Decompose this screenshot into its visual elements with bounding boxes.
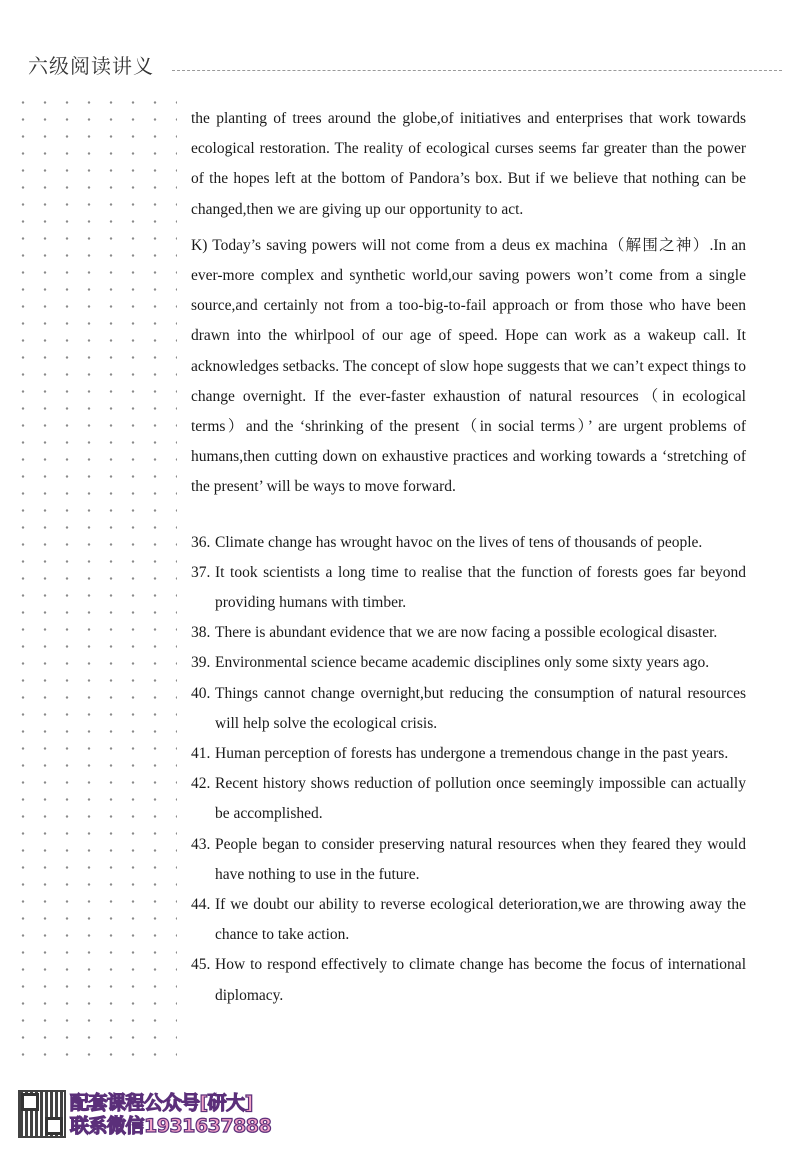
question-item [191,558,746,618]
question-number: 37. [191,563,211,581]
question-item [191,648,746,678]
question-number: 42. [191,775,211,793]
question-item [191,618,746,648]
question-item [191,830,746,890]
passage-paragraph-k: K) Today’s saving powers will not come from a deus ex machina（解围之神）.In an ever-more complex and synthetic world,our saving powers won’t come from a single source,and certainly not from a too-big-to-fail approach or from those who have been drawn into the whirlpool of our age of speed. Hope can work as a wakeup call. It acknowledges setbacks. The concept of slow hope suggests that we can’t expect things to change overnight. If the ever-faster exhaustion of natural resources（in ecological terms）and the ‘shrinking of the present（in social terms）’ are urgent problems of humans,then cutting down on exhaustive practices and working towards a ‘stretching of the present’ will be ways to move forward. [191,236,746,496]
question-text: Environmental science became academic disciplines only some sixty years ago. [215,654,710,672]
question-text: Things cannot change overnight,but reducing the consumption of natural resources will help solve the ecological crisis. [215,684,746,732]
question-number: 44. [191,896,211,914]
question-number: 41. [191,745,211,763]
question-text: Recent history shows reduction of pollution once seemingly impossible can actually be accomplished. [215,775,746,823]
question-item [191,769,746,829]
qr-code-icon [20,1092,64,1136]
dot-grid-margin [12,94,177,1070]
question-number: 43. [191,835,211,853]
question-item [191,950,746,1010]
question-number: 38. [191,624,211,642]
page-header-title: 六级阅读讲义 [28,54,154,78]
question-text: There is abundant evidence that we are now facing a possible ecological disaster. [215,624,718,642]
question-item [191,679,746,739]
question-number: 45. [191,956,211,974]
question-list [191,528,746,1011]
question-text: If we doubt our ability to reverse ecological deterioration,we are throwing away the chance to take action. [215,896,746,944]
passage-paragraph-j-continued: the planting of trees around the globe,of initiatives and enterprises that work towards ecological restoration. The reality of ecological curses seems far greater than the power of the hopes left at the bottom of Pandora’s box. But if we believe that nothing can be changed,then we are giving up our opportunity to act. [191,110,746,218]
question-item [191,739,746,769]
page-content [191,104,746,1011]
question-text: Climate change has wrought havoc on the lives of tens of thousands of people. [215,533,703,551]
question-item [191,890,746,950]
question-item [191,528,746,558]
question-text: Human perception of forests has undergone a tremendous change in the past years. [215,745,729,763]
header-divider [172,70,782,71]
watermark-line-2: 联系微信1931637888 [70,1115,272,1137]
question-number: 36. [191,533,211,551]
watermark-line-1: 配套课程公众号[研大] [70,1092,253,1114]
watermark [20,1092,320,1142]
question-text: People began to consider preserving natural resources when they feared they would have nothing to use in the future. [215,835,746,883]
question-text: It took scientists a long time to realise that the function of forests goes far beyond providing humans with timber. [215,563,746,612]
question-number: 39. [191,654,211,672]
question-number: 40. [191,684,211,702]
question-text: How to respond effectively to climate change has become the focus of international diplomacy. [215,956,746,1004]
